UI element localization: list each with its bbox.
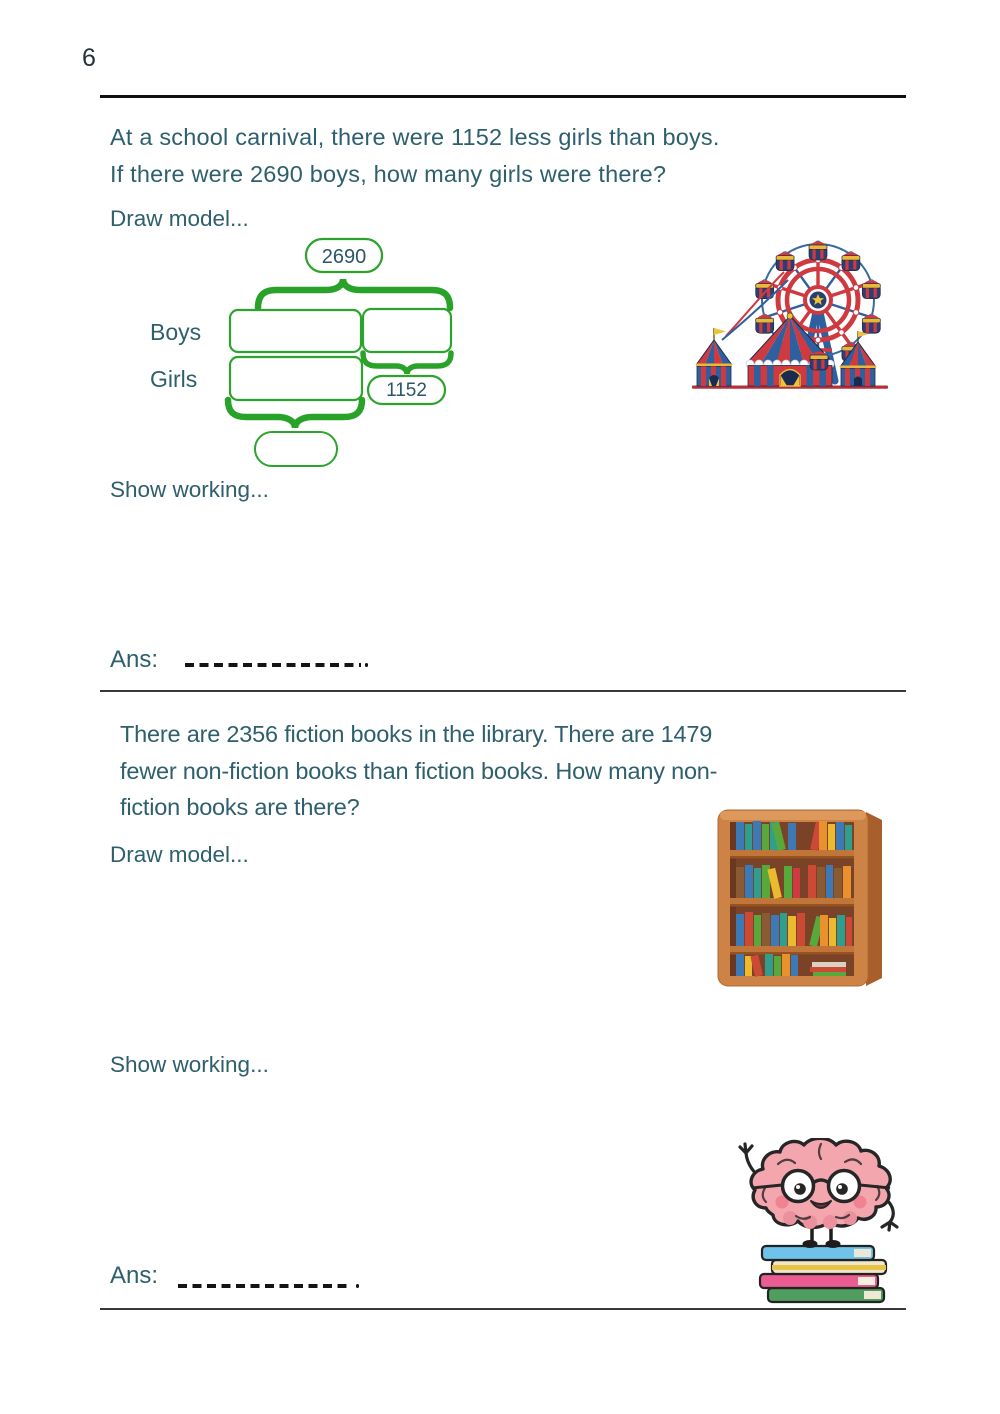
problem2-draw-model-label: Draw model...	[110, 842, 249, 867]
carnival-illustration	[688, 228, 893, 396]
problem1-ans-label: Ans:	[110, 646, 159, 673]
brace-girls	[228, 400, 362, 428]
problem2-line3: fiction books are there?	[120, 794, 360, 820]
problem2-line1: There are 2356 fiction books in the library. There are 1479	[120, 721, 713, 747]
problem1-line2: If there were 2690 boys, how many girls were there?	[110, 160, 667, 187]
book-stack	[760, 1246, 886, 1302]
books-row	[736, 821, 852, 851]
model-box-boys-left	[230, 310, 361, 352]
brain-character-illustration	[732, 1138, 910, 1308]
problem2-answer-line	[178, 1284, 352, 1288]
problem1-answer-line	[185, 663, 361, 667]
model-row1-label: Boys	[150, 319, 202, 345]
brace-difference	[363, 353, 451, 374]
section-divider	[100, 690, 906, 692]
bottom-rule	[100, 1308, 906, 1310]
problem1-text	[110, 119, 720, 192]
problem2-text	[120, 716, 717, 826]
brain-body	[751, 1138, 890, 1227]
model-difference-value: 1152	[386, 380, 427, 401]
model-total-value: 2690	[321, 246, 367, 268]
model-box-boys-right	[363, 309, 451, 352]
problem2-show-working-label: Show working...	[110, 1052, 269, 1077]
problem1-line1: At a school carnival, there were 1152 less girls than boys.	[110, 124, 720, 150]
problem2-line2: fewer non-fiction books than fiction books. How many non-	[120, 757, 718, 784]
circus-tents	[692, 313, 888, 389]
problem1-bar-model	[140, 236, 460, 472]
page-number: 6	[82, 44, 96, 72]
model-answer-pill	[255, 432, 337, 466]
model-row2-label: Girls	[150, 366, 198, 392]
problem2-ans-label: Ans:	[110, 1262, 159, 1289]
bookshelf-illustration	[716, 804, 890, 988]
brace-total	[258, 279, 450, 308]
problem1-draw-model-label: Draw model...	[110, 206, 249, 231]
model-box-girls	[230, 357, 362, 400]
problem1-show-working-label: Show working...	[110, 477, 269, 502]
top-rule	[100, 95, 906, 98]
